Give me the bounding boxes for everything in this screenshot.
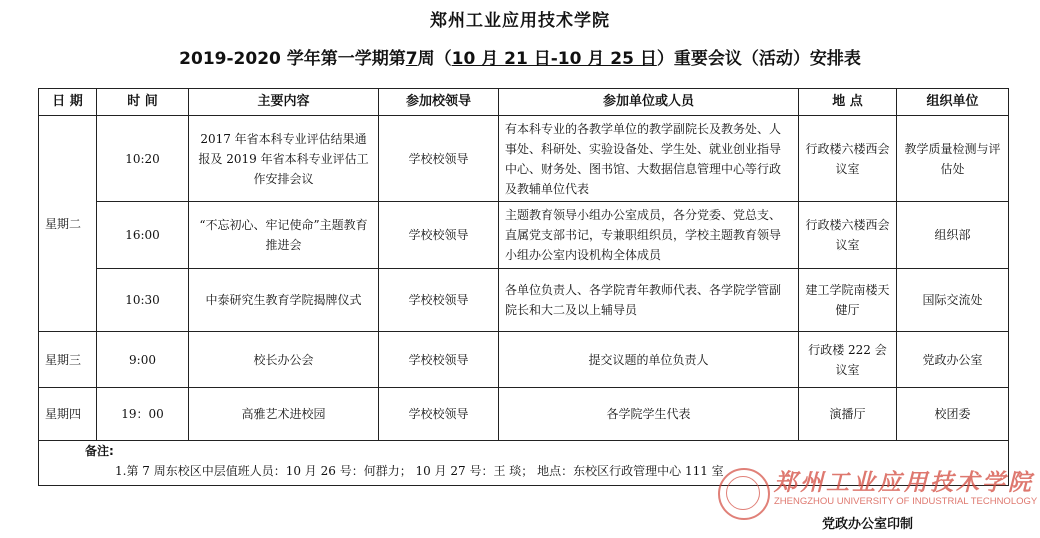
watermark-chinese: 郑州工业应用技术学院 bbox=[774, 469, 1034, 496]
leaders-cell: 学校校领导 bbox=[379, 116, 499, 202]
header-time: 时 间 bbox=[97, 89, 189, 116]
subtitle-week: 7 bbox=[405, 49, 418, 69]
footer-issuer: 党政办公室印制 bbox=[822, 517, 914, 532]
notes-label: 备注: bbox=[85, 444, 114, 458]
content-cell: 高雅艺术进校园 bbox=[189, 388, 379, 441]
leaders-cell: 学校校领导 bbox=[379, 269, 499, 332]
location-cell: 行政楼六楼西会议室 bbox=[799, 116, 897, 202]
time-cell: 10:30 bbox=[97, 269, 189, 332]
document-subtitle bbox=[0, 44, 1040, 69]
participants-cell: 有本科专业的各教学单位的教学副院长及教务处、人事处、科研处、实验设备处、学生处、就业创业指导中心、财务处、图书馆、大数据信息管理中心等行政及教辅单位代表 bbox=[499, 116, 799, 202]
leaders-cell: 学校校领导 bbox=[379, 332, 499, 388]
organizer-cell: 校团委 bbox=[897, 388, 1009, 441]
participants-cell: 主题教育领导小组办公室成员，各分党委、党总支、直属党支部书记，专兼职组织员，学校主题教育领导小组办公室内设机构全体成员 bbox=[499, 202, 799, 269]
schedule-table bbox=[38, 88, 1009, 486]
subtitle-suffix: ）重要会议（活动）安排表 bbox=[656, 49, 861, 69]
table-row bbox=[39, 388, 1009, 441]
organizer-cell: 组织部 bbox=[897, 202, 1009, 269]
participants-cell: 各单位负责人、各学院青年教师代表、各学院学管副院长和大二及以上辅导员 bbox=[499, 269, 799, 332]
content-cell: 中泰研究生教育学院揭牌仪式 bbox=[189, 269, 379, 332]
day-cell: 星期三 bbox=[39, 332, 97, 388]
header-participants: 参加单位或人员 bbox=[499, 89, 799, 116]
subtitle-prefix: 2019-2020 学年第一学期第 bbox=[179, 49, 406, 69]
school-watermark bbox=[774, 470, 1036, 508]
document-title: 郑州工业应用技术学院 bbox=[430, 11, 610, 31]
header-date: 日 期 bbox=[39, 89, 97, 116]
time-cell: 19：00 bbox=[97, 388, 189, 441]
content-cell: 校长办公会 bbox=[189, 332, 379, 388]
school-seal-logo bbox=[718, 468, 770, 520]
table-row bbox=[39, 116, 1009, 202]
content-cell: 2017 年省本科专业评估结果通报及 2019 年省本科专业评估工作安排会议 bbox=[189, 116, 379, 202]
subtitle-mid: 周（ bbox=[417, 49, 452, 69]
watermark-english: ZHENGZHOU UNIVERSITY OF INDUSTRIAL TECHNOLOGY bbox=[774, 496, 1038, 507]
organizer-cell: 党政办公室 bbox=[897, 332, 1009, 388]
header-leaders: 参加校领导 bbox=[379, 89, 499, 116]
content-cell: “不忘初心、牢记使命”主题教育推进会 bbox=[189, 202, 379, 269]
table-row bbox=[39, 202, 1009, 269]
table-row bbox=[39, 332, 1009, 388]
time-cell: 10:20 bbox=[97, 116, 189, 202]
location-cell: 演播厅 bbox=[799, 388, 897, 441]
time-cell: 9:00 bbox=[97, 332, 189, 388]
location-cell: 建工学院南楼天健厅 bbox=[799, 269, 897, 332]
header-location: 地 点 bbox=[799, 89, 897, 116]
time-cell: 16:00 bbox=[97, 202, 189, 269]
header-content: 主要内容 bbox=[189, 89, 379, 116]
leaders-cell: 学校校领导 bbox=[379, 202, 499, 269]
notes-line: 1.第 7 周东校区中层值班人员：10 月 26 号：何群力； 10 月 27 号：王 琰； 地点：东校区行政管理中心 111 室 bbox=[115, 464, 724, 478]
day-cell: 星期二 bbox=[39, 116, 97, 332]
subtitle-date-range: 10 月 21 日-10 月 25 日 bbox=[451, 49, 657, 69]
table-row bbox=[39, 269, 1009, 332]
participants-cell: 各学院学生代表 bbox=[499, 388, 799, 441]
leaders-cell: 学校校领导 bbox=[379, 388, 499, 441]
day-cell: 星期四 bbox=[39, 388, 97, 441]
header-organizer: 组织单位 bbox=[897, 89, 1009, 116]
location-cell: 行政楼六楼西会议室 bbox=[799, 202, 897, 269]
table-header-row bbox=[39, 89, 1009, 116]
participants-cell: 提交议题的单位负责人 bbox=[499, 332, 799, 388]
organizer-cell: 国际交流处 bbox=[897, 269, 1009, 332]
organizer-cell: 教学质量检测与评估处 bbox=[897, 116, 1009, 202]
location-cell: 行政楼 222 会议室 bbox=[799, 332, 897, 388]
